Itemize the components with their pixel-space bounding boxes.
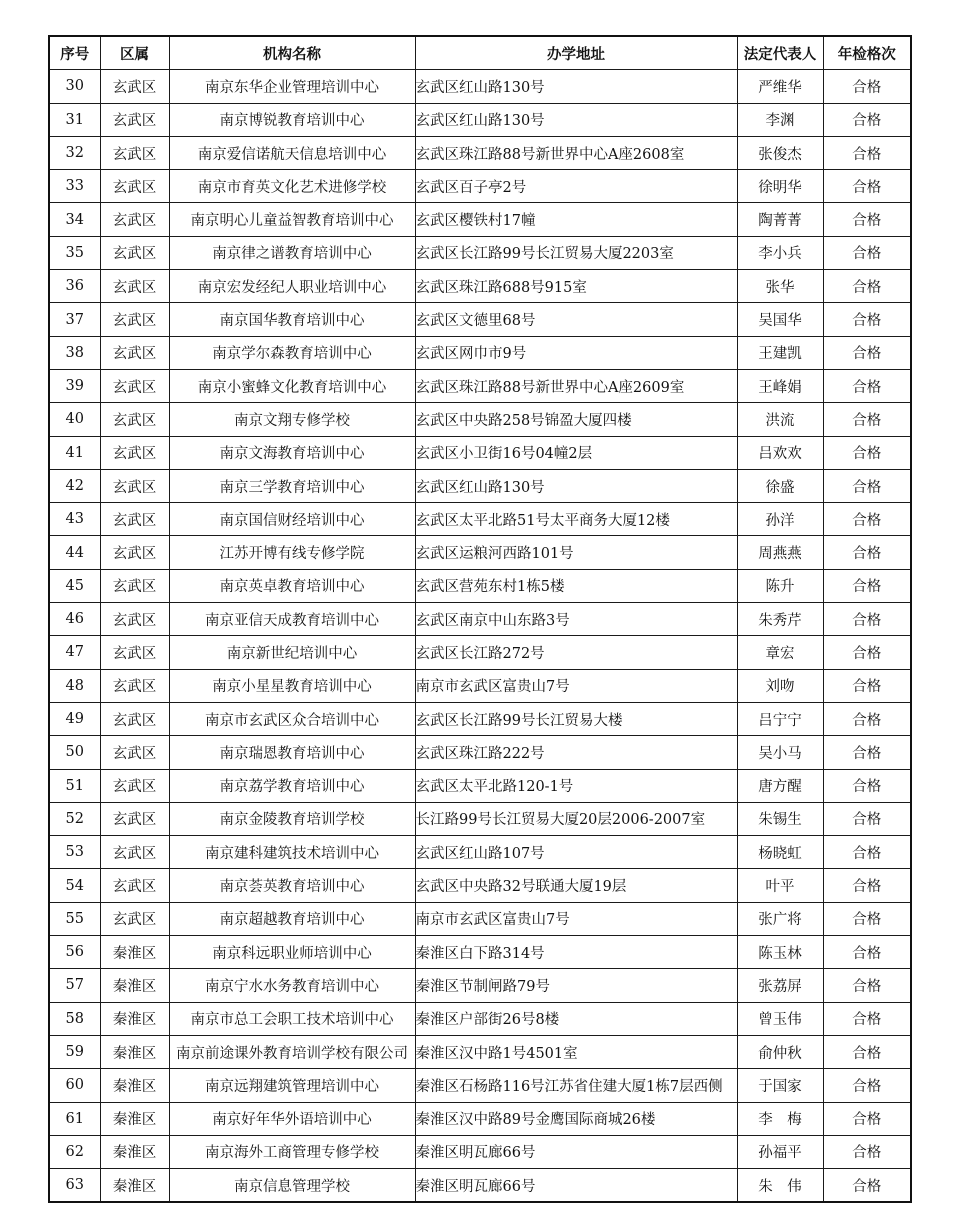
cell-district: 玄武区 (100, 569, 169, 602)
cell-legal-representative: 杨晓虹 (737, 836, 823, 869)
cell-inspection-grade: 合格 (823, 436, 911, 469)
cell-institution-name: 南京英卓教育培训中心 (169, 569, 415, 602)
cell-address: 秦淮区节制闸路79号 (415, 969, 737, 1002)
cell-index: 62 (49, 1135, 100, 1168)
cell-legal-representative: 曾玉伟 (737, 1002, 823, 1035)
cell-legal-representative: 王建凯 (737, 336, 823, 369)
header-legal-representative: 法定代表人 (737, 36, 823, 70)
cell-inspection-grade: 合格 (823, 769, 911, 802)
cell-institution-name: 南京学尔森教育培训中心 (169, 336, 415, 369)
cell-legal-representative: 李 梅 (737, 1102, 823, 1135)
table-row (49, 936, 911, 969)
table-row (49, 1169, 911, 1203)
cell-district: 玄武区 (100, 769, 169, 802)
cell-address: 秦淮区户部街26号8楼 (415, 1002, 737, 1035)
cell-legal-representative: 周燕燕 (737, 536, 823, 569)
cell-legal-representative: 章宏 (737, 636, 823, 669)
table-row (49, 270, 911, 303)
cell-district: 秦淮区 (100, 1169, 169, 1203)
cell-district: 玄武区 (100, 170, 169, 203)
cell-district: 玄武区 (100, 536, 169, 569)
cell-institution-name: 南京远翔建筑管理培训中心 (169, 1069, 415, 1102)
cell-address: 玄武区红山路130号 (415, 469, 737, 502)
cell-inspection-grade: 合格 (823, 969, 911, 1002)
cell-institution-name: 南京律之谱教育培训中心 (169, 236, 415, 269)
table-row (49, 103, 911, 136)
cell-address: 玄武区红山路107号 (415, 836, 737, 869)
cell-legal-representative: 李渊 (737, 103, 823, 136)
cell-legal-representative: 俞仲秋 (737, 1035, 823, 1068)
cell-address: 玄武区营苑东村1栋5楼 (415, 569, 737, 602)
cell-address: 玄武区珠江路688号915室 (415, 270, 737, 303)
table-row (49, 669, 911, 702)
cell-inspection-grade: 合格 (823, 1135, 911, 1168)
cell-district: 玄武区 (100, 836, 169, 869)
cell-legal-representative: 陈升 (737, 569, 823, 602)
cell-address: 玄武区珠江路222号 (415, 736, 737, 769)
cell-institution-name: 南京市总工会职工技术培训中心 (169, 1002, 415, 1035)
cell-institution-name: 南京市育英文化艺术进修学校 (169, 170, 415, 203)
cell-legal-representative: 王峰娟 (737, 369, 823, 402)
cell-address: 南京市玄武区富贵山7号 (415, 902, 737, 935)
table-row (49, 802, 911, 835)
cell-inspection-grade: 合格 (823, 603, 911, 636)
cell-inspection-grade: 合格 (823, 536, 911, 569)
cell-address: 玄武区中央路258号锦盈大厦四楼 (415, 403, 737, 436)
cell-index: 38 (49, 336, 100, 369)
table-row (49, 236, 911, 269)
table-row (49, 902, 911, 935)
cell-index: 43 (49, 503, 100, 536)
cell-district: 玄武区 (100, 736, 169, 769)
cell-inspection-grade: 合格 (823, 669, 911, 702)
cell-legal-representative: 吕宁宁 (737, 702, 823, 735)
cell-inspection-grade: 合格 (823, 802, 911, 835)
cell-address: 玄武区运粮河西路101号 (415, 536, 737, 569)
cell-index: 34 (49, 203, 100, 236)
cell-institution-name: 南京文翔专修学校 (169, 403, 415, 436)
cell-institution-name: 南京明心儿童益智教育培训中心 (169, 203, 415, 236)
cell-legal-representative: 于国家 (737, 1069, 823, 1102)
cell-district: 秦淮区 (100, 1035, 169, 1068)
cell-legal-representative: 孙福平 (737, 1135, 823, 1168)
cell-index: 50 (49, 736, 100, 769)
table-header (49, 36, 911, 70)
cell-inspection-grade: 合格 (823, 836, 911, 869)
cell-inspection-grade: 合格 (823, 736, 911, 769)
cell-address: 玄武区长江路99号长江贸易大楼 (415, 702, 737, 735)
cell-inspection-grade: 合格 (823, 936, 911, 969)
cell-address: 玄武区南京中山东路3号 (415, 603, 737, 636)
header-inspection-grade: 年检格次 (823, 36, 911, 70)
cell-legal-representative: 孙洋 (737, 503, 823, 536)
cell-inspection-grade: 合格 (823, 902, 911, 935)
cell-index: 35 (49, 236, 100, 269)
cell-district: 玄武区 (100, 603, 169, 636)
cell-index: 46 (49, 603, 100, 636)
table-row (49, 403, 911, 436)
cell-district: 玄武区 (100, 469, 169, 502)
cell-address: 秦淮区汉中路89号金鹰国际商城26楼 (415, 1102, 737, 1135)
cell-inspection-grade: 合格 (823, 203, 911, 236)
cell-legal-representative: 陶菁菁 (737, 203, 823, 236)
cell-index: 59 (49, 1035, 100, 1068)
cell-index: 49 (49, 702, 100, 735)
cell-inspection-grade: 合格 (823, 136, 911, 169)
cell-institution-name: 南京建科建筑技术培训中心 (169, 836, 415, 869)
cell-inspection-grade: 合格 (823, 636, 911, 669)
cell-district: 秦淮区 (100, 936, 169, 969)
cell-inspection-grade: 合格 (823, 1035, 911, 1068)
cell-address: 南京市玄武区富贵山7号 (415, 669, 737, 702)
cell-institution-name: 南京国信财经培训中心 (169, 503, 415, 536)
cell-legal-representative: 唐方醒 (737, 769, 823, 802)
cell-inspection-grade: 合格 (823, 469, 911, 502)
cell-district: 秦淮区 (100, 1069, 169, 1102)
cell-index: 39 (49, 369, 100, 402)
cell-district: 秦淮区 (100, 1102, 169, 1135)
cell-district: 玄武区 (100, 236, 169, 269)
cell-institution-name: 江苏开博有线专修学院 (169, 536, 415, 569)
cell-district: 玄武区 (100, 336, 169, 369)
cell-index: 41 (49, 436, 100, 469)
table-row (49, 436, 911, 469)
cell-address: 秦淮区石杨路116号江苏省住建大厦1栋7层西侧 (415, 1069, 737, 1102)
cell-legal-representative: 李小兵 (737, 236, 823, 269)
cell-inspection-grade: 合格 (823, 503, 911, 536)
cell-institution-name: 南京荔学教育培训中心 (169, 769, 415, 802)
cell-institution-name: 南京信息管理学校 (169, 1169, 415, 1203)
cell-institution-name: 南京海外工商管理专修学校 (169, 1135, 415, 1168)
cell-index: 56 (49, 936, 100, 969)
cell-index: 55 (49, 902, 100, 935)
cell-address: 玄武区长江路272号 (415, 636, 737, 669)
table-row (49, 1069, 911, 1102)
table-row (49, 869, 911, 902)
cell-index: 60 (49, 1069, 100, 1102)
cell-institution-name: 南京科远职业师培训中心 (169, 936, 415, 969)
cell-address: 玄武区百子亭2号 (415, 170, 737, 203)
table-row (49, 569, 911, 602)
cell-index: 54 (49, 869, 100, 902)
cell-address: 玄武区太平北路120-1号 (415, 769, 737, 802)
header-address: 办学地址 (415, 36, 737, 70)
cell-institution-name: 南京前途课外教育培训学校有限公司 (169, 1035, 415, 1068)
cell-index: 63 (49, 1169, 100, 1203)
cell-address: 秦淮区明瓦廊66号 (415, 1169, 737, 1203)
cell-inspection-grade: 合格 (823, 403, 911, 436)
cell-institution-name: 南京新世纪培训中心 (169, 636, 415, 669)
cell-address: 玄武区太平北路51号太平商务大厦12楼 (415, 503, 737, 536)
table-row (49, 1035, 911, 1068)
cell-address: 玄武区网巾市9号 (415, 336, 737, 369)
cell-inspection-grade: 合格 (823, 869, 911, 902)
cell-institution-name: 南京文海教育培训中心 (169, 436, 415, 469)
cell-legal-representative: 朱秀芹 (737, 603, 823, 636)
header-institution-name: 机构名称 (169, 36, 415, 70)
cell-index: 31 (49, 103, 100, 136)
table-body (49, 70, 911, 1203)
table-row (49, 203, 911, 236)
table-row (49, 503, 911, 536)
cell-index: 53 (49, 836, 100, 869)
cell-institution-name: 南京爱信诺航天信息培训中心 (169, 136, 415, 169)
cell-institution-name: 南京金陵教育培训学校 (169, 802, 415, 835)
cell-address: 玄武区文德里68号 (415, 303, 737, 336)
cell-index: 40 (49, 403, 100, 436)
cell-district: 玄武区 (100, 136, 169, 169)
table-row (49, 469, 911, 502)
cell-inspection-grade: 合格 (823, 336, 911, 369)
cell-legal-representative: 吕欢欢 (737, 436, 823, 469)
cell-institution-name: 南京宏发经纪人职业培训中心 (169, 270, 415, 303)
table-row (49, 836, 911, 869)
cell-legal-representative: 洪流 (737, 403, 823, 436)
cell-institution-name: 南京宁水水务教育培训中心 (169, 969, 415, 1002)
header-district: 区属 (100, 36, 169, 70)
institution-table (48, 35, 912, 1203)
cell-index: 42 (49, 469, 100, 502)
cell-legal-representative: 陈玉林 (737, 936, 823, 969)
cell-institution-name: 南京超越教育培训中心 (169, 902, 415, 935)
cell-institution-name: 南京市玄武区众合培训中心 (169, 702, 415, 735)
table-row (49, 369, 911, 402)
cell-district: 玄武区 (100, 503, 169, 536)
cell-district: 秦淮区 (100, 1002, 169, 1035)
cell-district: 玄武区 (100, 869, 169, 902)
cell-address: 长江路99号长江贸易大厦20层2006-2007室 (415, 802, 737, 835)
table-row (49, 70, 911, 103)
cell-institution-name: 南京国华教育培训中心 (169, 303, 415, 336)
cell-inspection-grade: 合格 (823, 70, 911, 103)
header-index: 序号 (49, 36, 100, 70)
cell-inspection-grade: 合格 (823, 236, 911, 269)
cell-index: 32 (49, 136, 100, 169)
table-row (49, 969, 911, 1002)
cell-index: 51 (49, 769, 100, 802)
cell-legal-representative: 徐明华 (737, 170, 823, 203)
table-row (49, 303, 911, 336)
table-row (49, 1002, 911, 1035)
cell-legal-representative: 张荔屏 (737, 969, 823, 1002)
cell-district: 秦淮区 (100, 1135, 169, 1168)
cell-legal-representative: 吴小马 (737, 736, 823, 769)
cell-legal-representative: 吴国华 (737, 303, 823, 336)
table-row (49, 636, 911, 669)
cell-address: 玄武区小卫街16号04幢2层 (415, 436, 737, 469)
cell-inspection-grade: 合格 (823, 103, 911, 136)
cell-index: 45 (49, 569, 100, 602)
cell-address: 玄武区樱铁村17幢 (415, 203, 737, 236)
cell-institution-name: 南京亚信天成教育培训中心 (169, 603, 415, 636)
cell-institution-name: 南京东华企业管理培训中心 (169, 70, 415, 103)
table-row (49, 1102, 911, 1135)
table-row (49, 170, 911, 203)
cell-institution-name: 南京小蜜蜂文化教育培训中心 (169, 369, 415, 402)
cell-legal-representative: 张俊杰 (737, 136, 823, 169)
cell-index: 52 (49, 802, 100, 835)
header-row (49, 36, 911, 70)
cell-district: 玄武区 (100, 270, 169, 303)
cell-index: 47 (49, 636, 100, 669)
cell-district: 玄武区 (100, 802, 169, 835)
cell-index: 36 (49, 270, 100, 303)
cell-district: 玄武区 (100, 203, 169, 236)
table-row (49, 736, 911, 769)
cell-index: 44 (49, 536, 100, 569)
table-row (49, 769, 911, 802)
cell-legal-representative: 叶平 (737, 869, 823, 902)
cell-address: 玄武区中央路32号联通大厦19层 (415, 869, 737, 902)
cell-address: 秦淮区白下路314号 (415, 936, 737, 969)
cell-inspection-grade: 合格 (823, 270, 911, 303)
cell-legal-representative: 朱 伟 (737, 1169, 823, 1203)
cell-inspection-grade: 合格 (823, 702, 911, 735)
cell-district: 玄武区 (100, 636, 169, 669)
cell-legal-representative: 徐盛 (737, 469, 823, 502)
cell-legal-representative: 刘吻 (737, 669, 823, 702)
cell-institution-name: 南京荟英教育培训中心 (169, 869, 415, 902)
cell-index: 57 (49, 969, 100, 1002)
cell-district: 玄武区 (100, 403, 169, 436)
cell-inspection-grade: 合格 (823, 1002, 911, 1035)
cell-district: 玄武区 (100, 369, 169, 402)
cell-inspection-grade: 合格 (823, 170, 911, 203)
cell-address: 秦淮区汉中路1号4501室 (415, 1035, 737, 1068)
cell-district: 玄武区 (100, 902, 169, 935)
cell-inspection-grade: 合格 (823, 369, 911, 402)
cell-district: 玄武区 (100, 303, 169, 336)
cell-inspection-grade: 合格 (823, 1169, 911, 1203)
cell-institution-name: 南京三学教育培训中心 (169, 469, 415, 502)
cell-index: 33 (49, 170, 100, 203)
cell-index: 61 (49, 1102, 100, 1135)
cell-address: 玄武区珠江路88号新世界中心A座2609室 (415, 369, 737, 402)
cell-address: 秦淮区明瓦廊66号 (415, 1135, 737, 1168)
cell-institution-name: 南京瑞恩教育培训中心 (169, 736, 415, 769)
cell-district: 玄武区 (100, 70, 169, 103)
cell-district: 玄武区 (100, 103, 169, 136)
cell-district: 玄武区 (100, 436, 169, 469)
cell-inspection-grade: 合格 (823, 303, 911, 336)
table-row (49, 1135, 911, 1168)
cell-address: 玄武区红山路130号 (415, 103, 737, 136)
cell-district: 秦淮区 (100, 969, 169, 1002)
cell-address: 玄武区珠江路88号新世界中心A座2608室 (415, 136, 737, 169)
cell-institution-name: 南京小星星教育培训中心 (169, 669, 415, 702)
cell-index: 48 (49, 669, 100, 702)
cell-address: 玄武区红山路130号 (415, 70, 737, 103)
cell-legal-representative: 张广将 (737, 902, 823, 935)
table-row (49, 536, 911, 569)
cell-district: 玄武区 (100, 669, 169, 702)
cell-inspection-grade: 合格 (823, 569, 911, 602)
cell-index: 58 (49, 1002, 100, 1035)
cell-inspection-grade: 合格 (823, 1102, 911, 1135)
cell-index: 37 (49, 303, 100, 336)
cell-address: 玄武区长江路99号长江贸易大厦2203室 (415, 236, 737, 269)
cell-inspection-grade: 合格 (823, 1069, 911, 1102)
table-row (49, 603, 911, 636)
cell-index: 30 (49, 70, 100, 103)
table-row (49, 136, 911, 169)
table-row (49, 702, 911, 735)
table-row (49, 336, 911, 369)
cell-district: 玄武区 (100, 702, 169, 735)
cell-legal-representative: 张华 (737, 270, 823, 303)
cell-legal-representative: 朱锡生 (737, 802, 823, 835)
cell-institution-name: 南京博锐教育培训中心 (169, 103, 415, 136)
cell-institution-name: 南京好年华外语培训中心 (169, 1102, 415, 1135)
cell-legal-representative: 严维华 (737, 70, 823, 103)
